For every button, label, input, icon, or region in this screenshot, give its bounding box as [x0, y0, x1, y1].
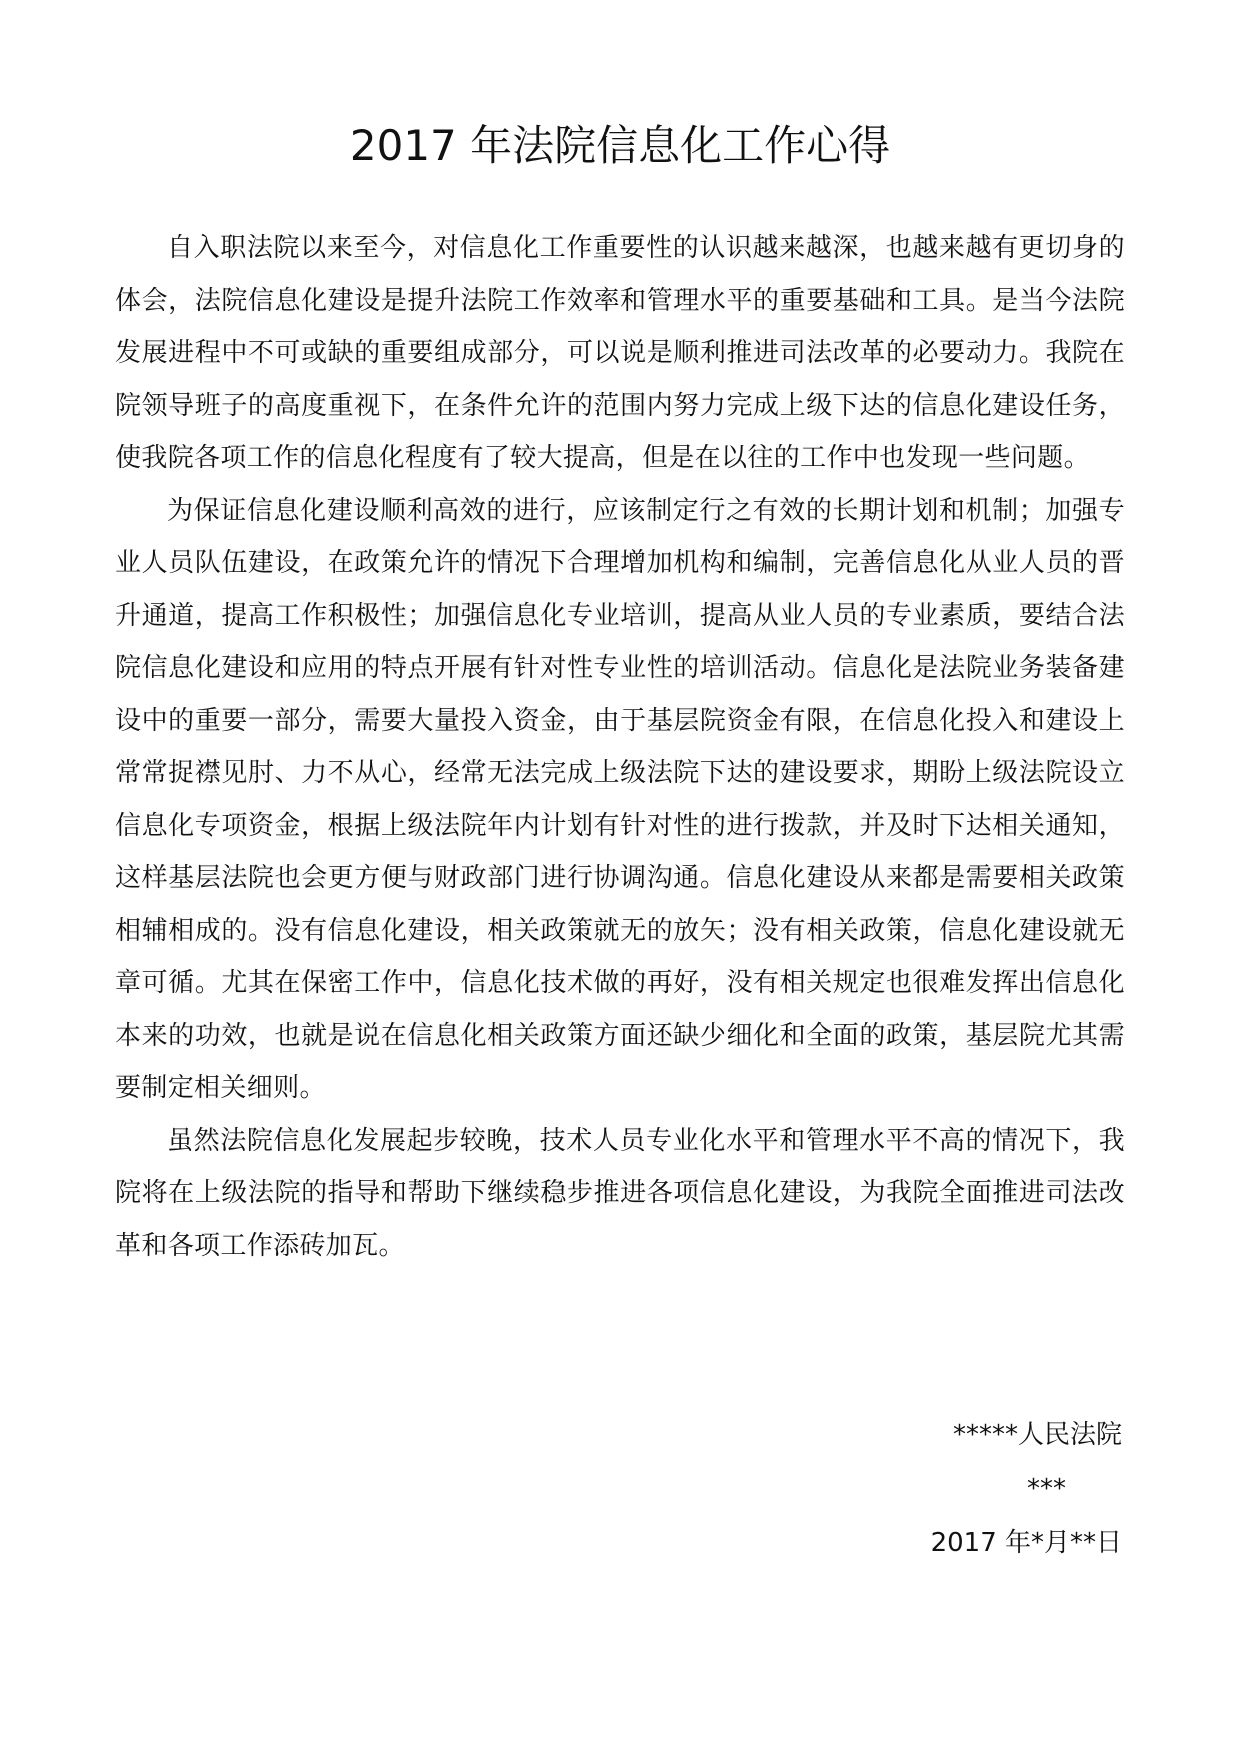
signature-block	[622, 1408, 1122, 1570]
signature-date: 2017 年*月**日	[930, 1528, 1122, 1558]
document-title: 2017 年法院信息化工作心得	[349, 121, 891, 170]
paragraph-2: 为保证信息化建设顺利高效的进行，应该制定行之有效的长期计划和机制；加强专业人员队伍建设，在政策允许的情况下合理增加机构和编制，完善信息化从业人员的晋升通道，提高工作积极性；加强信息化专业培训，提高从业人员的专业素质，要结合法院信息化建设和应用的特点开展有针对性专业性的培训活动。信息化是法院业务装备建设中的重要一部分，需要大量投入资金，由于基层院资金有限，在信息化投入和建设上常常捉襟见肘、力不从心，经常无法完成上级法院下达的建设要求，期盼上级法院设立信息化专项资金，根据上级法院年内计划有针对性的进行拨款，并及时下达相关通知，这样基层法院也会更方便与财政部门进行协调沟通。信息化建设从来都是需要相关政策相辅相成的。没有信息化建设，相关政策就无的放矢；没有相关政策，信息化建设就无章可循。尤其在保密工作中，信息化技术做的再好，没有相关规定也很难发挥出信息化本来的功效，也就是说在信息化相关政策方面还缺少细化和全面的政策，基层院尤其需要制定相关细则。	[115, 495, 1125, 1103]
document-body	[115, 222, 1125, 1272]
signature-organization: *****人民法院	[952, 1420, 1122, 1450]
paragraph-3: 虽然法院信息化发展起步较晚，技术人员专业化水平和管理水平不高的情况下，我院将在上级法院的指导和帮助下继续稳步推进各项信息化建设，为我院全面推进司法改革和各项工作添砖加瓦。	[115, 1125, 1125, 1261]
paragraph-1: 自入职法院以来至今，对信息化工作重要性的认识越来越深，也越来越有更切身的体会，法院信息化建设是提升法院工作效率和管理水平的重要基础和工具。是当今法院发展进程中不可或缺的重要组成部分，可以说是顺利推进司法改革的必要动力。我院在院领导班子的高度重视下，在条件允许的范围内努力完成上级下达的信息化建设任务，使我院各项工作的信息化程度有了较大提高，但是在以往的工作中也发现一些问题。	[115, 233, 1125, 473]
signature-author: ***	[1027, 1474, 1066, 1504]
